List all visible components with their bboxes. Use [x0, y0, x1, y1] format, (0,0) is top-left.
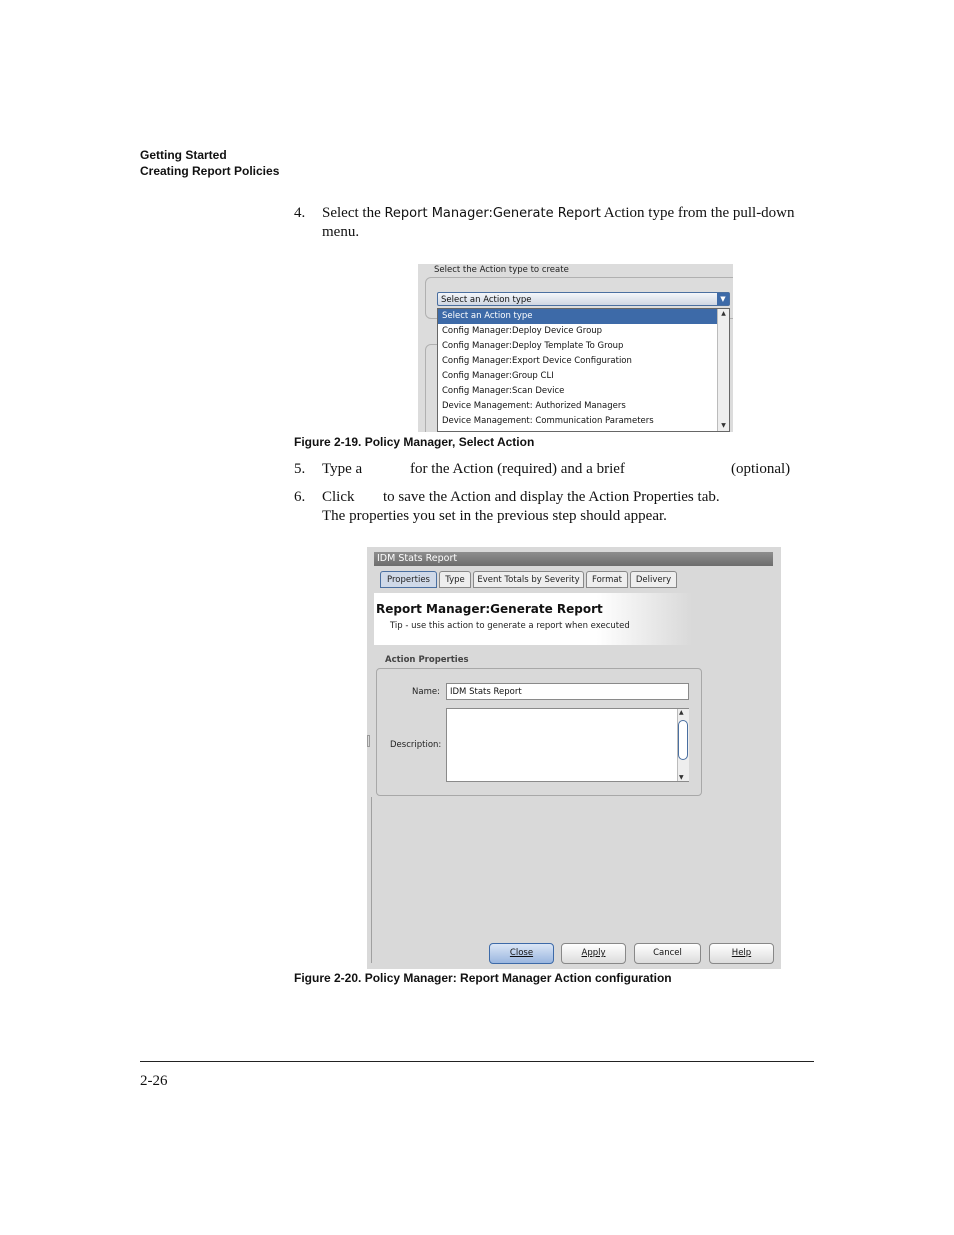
action-header-panel: [374, 593, 692, 645]
figure-select-action: [418, 264, 733, 432]
action-type-list: [437, 308, 730, 432]
step-5-text-b: for the Action (required) and a brief: [410, 461, 625, 477]
step-5-text-c: (optional): [731, 461, 791, 477]
figure-2-19-caption: Figure 2-19. Policy Manager, Select Action: [294, 435, 535, 449]
splitter-handle[interactable]: [367, 735, 370, 747]
help-button[interactable]: Help: [709, 943, 774, 964]
description-field[interactable]: [446, 708, 689, 782]
page-number: 2-26: [140, 1073, 168, 1089]
scroll-up-icon[interactable]: ▲: [679, 709, 684, 716]
chevron-down-icon[interactable]: ▼: [717, 293, 729, 305]
list-scrollbar[interactable]: [717, 309, 729, 431]
name-field[interactable]: IDM Stats Report: [446, 683, 689, 700]
close-button[interactable]: Close: [489, 943, 554, 964]
dialog-title-bar: IDM Stats Report: [374, 552, 773, 566]
figure-report-manager-dialog: [367, 547, 781, 969]
scroll-down-icon[interactable]: ▼: [721, 422, 726, 429]
action-type-option[interactable]: Config Manager:Scan Device: [442, 386, 565, 396]
action-tip: Tip - use this action to generate a report when executed: [390, 621, 630, 631]
action-type-dropdown[interactable]: [437, 292, 730, 306]
description-label: Description:: [390, 740, 442, 750]
step-6-text-a: Click: [322, 489, 355, 505]
step-4-text: [322, 204, 812, 223]
action-type-option[interactable]: Config Manager:Group CLI: [442, 371, 554, 381]
tab-event-totals[interactable]: Event Totals by Severity: [473, 571, 584, 588]
running-header: [140, 147, 279, 179]
tab-delivery[interactable]: Delivery: [630, 571, 677, 588]
action-type-dropdown-value: Select an Action type: [441, 295, 532, 305]
apply-button[interactable]: Apply: [561, 943, 626, 964]
action-type-option[interactable]: Config Manager:Deploy Template To Group: [442, 341, 624, 351]
step-4-text-a: Select the: [322, 205, 385, 221]
header-chapter: Getting Started: [140, 148, 227, 162]
tab-format[interactable]: Format: [586, 571, 628, 588]
step-4-number: 4.: [294, 205, 306, 221]
cancel-button[interactable]: Cancel: [634, 943, 701, 964]
step-4-text-c: menu.: [322, 224, 360, 240]
footer-rule: [140, 1061, 814, 1062]
step-4-text-b: Action type from the pull-down: [600, 205, 795, 221]
scroll-down-icon[interactable]: ▼: [679, 774, 684, 781]
figure-2-20-caption: Figure 2-20. Policy Manager: Report Manager Action configuration: [294, 971, 672, 985]
action-type-option[interactable]: Config Manager:Export Device Configuration: [442, 356, 632, 366]
step-5-text-a: Type a: [322, 461, 363, 477]
description-scroll-thumb[interactable]: [678, 720, 688, 760]
step-6-number: 6.: [294, 489, 306, 505]
tab-properties[interactable]: Properties: [380, 571, 437, 588]
action-type-legend: Select the Action type to create: [434, 265, 569, 275]
action-properties-label: Action Properties: [385, 655, 469, 665]
step-5-number: 5.: [294, 461, 306, 477]
action-type-option[interactable]: Device Management: Communication Parameters: [442, 416, 654, 426]
action-type-option[interactable]: Config Manager:Deploy Device Group: [442, 326, 603, 336]
step-4-ui-term: Report Manager:Generate Report: [384, 206, 601, 221]
splitter-line: [371, 797, 372, 963]
action-title: Report Manager:Generate Report: [376, 602, 603, 616]
name-label: Name:: [412, 687, 440, 697]
step-6-text-b: to save the Action and display the Action Properties tab.: [383, 489, 720, 505]
step-6-text-c: The properties you set in the previous step should appear.: [322, 508, 667, 524]
scroll-up-icon[interactable]: ▲: [721, 310, 726, 317]
header-section: Creating Report Policies: [140, 164, 280, 178]
tab-type[interactable]: Type: [439, 571, 471, 588]
action-type-option[interactable]: Select an Action type: [438, 309, 719, 324]
action-type-option[interactable]: Device Management: Authorized Managers: [442, 401, 626, 411]
